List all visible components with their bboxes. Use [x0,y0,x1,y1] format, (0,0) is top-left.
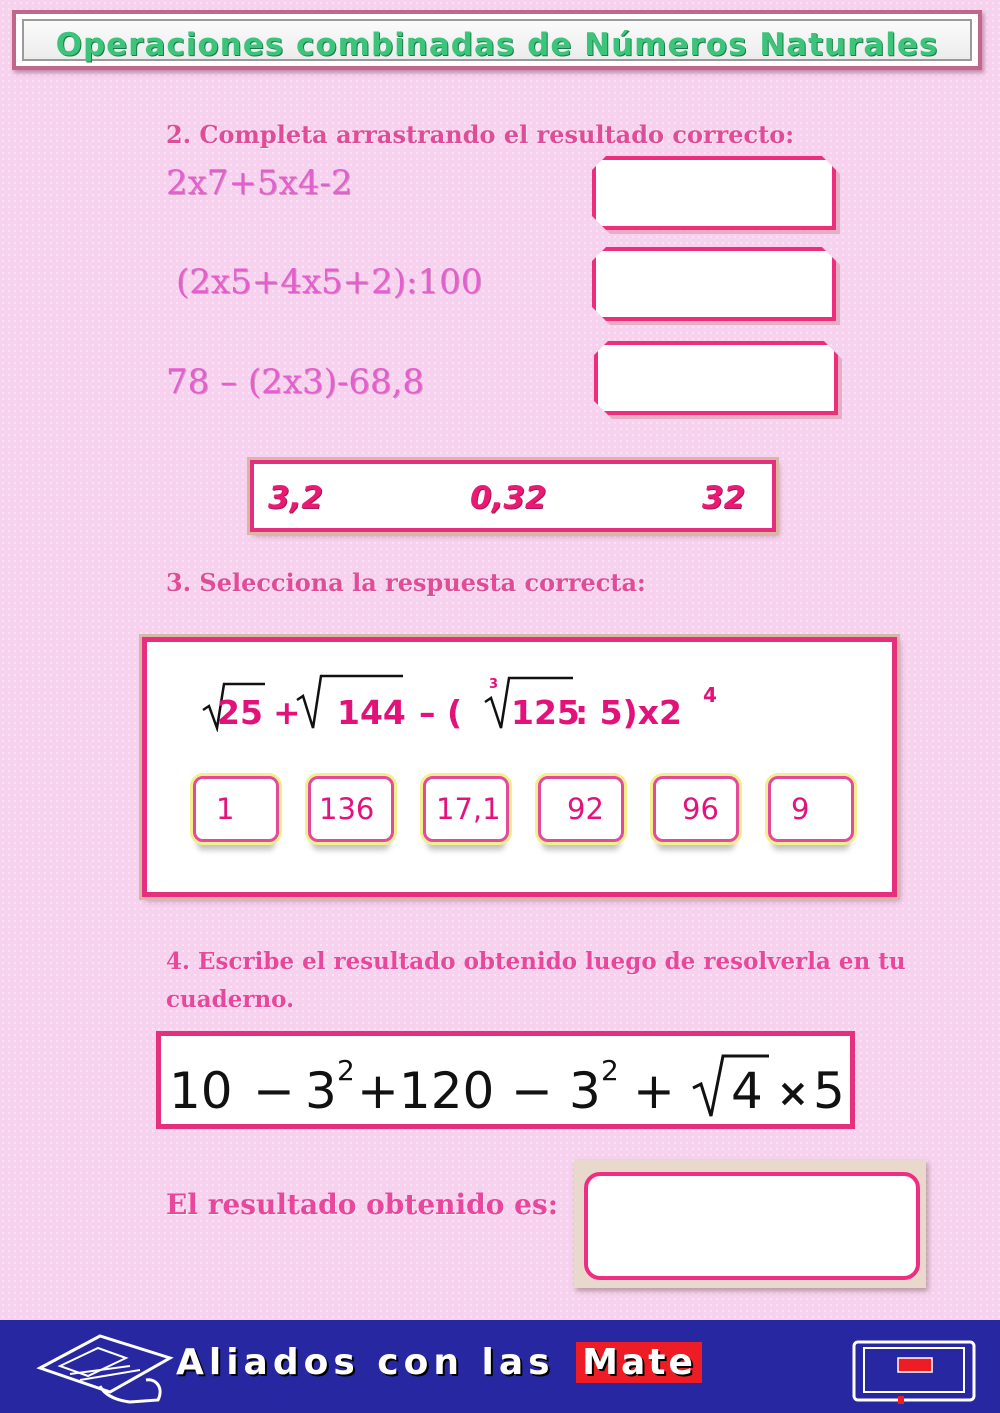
expression-2: (2x5+4x5+2):100 [176,262,483,302]
answer-frame [574,1160,926,1288]
minus-sign-1: − [253,1062,295,1120]
draggable-option[interactable]: 0,32 [470,480,547,516]
plus-sign: + [273,693,301,732]
answer-input[interactable] [584,1172,920,1280]
window-icon [850,1336,980,1406]
choice-option[interactable]: 1 [193,776,279,842]
draggable-option[interactable]: 32 [702,480,746,516]
draggable-option[interactable]: 3,2 [268,480,323,516]
base-3a: 3 [305,1062,337,1120]
title-inner-frame [22,19,972,61]
calculator-hand-icon [30,1328,180,1408]
footer-banner [0,1320,1000,1413]
term-10: 10 [169,1062,233,1120]
cube-index: 3 [489,677,499,692]
radicand-3: 125 [511,693,580,732]
expression-3: 78 – (2x3)-68,8 [166,362,425,402]
base-3b: 3 [569,1062,601,1120]
exponent: 4 [703,683,717,707]
result-label: El resultado obtenido es: [166,1188,559,1221]
title-banner [12,10,982,70]
choice-option[interactable]: 96 [653,776,739,842]
power-root-expression [165,1042,855,1122]
drop-box-3[interactable] [594,341,838,415]
term-5: 5 [813,1062,845,1120]
footer-highlight: Mate [576,1342,702,1383]
term-plus-120: +120 [357,1062,495,1120]
exponent-2a: 2 [337,1054,355,1087]
choice-option[interactable]: 9 [768,776,854,842]
exponent-2b: 2 [601,1054,619,1087]
minus-paren: – ( [419,693,463,732]
footer-text: Aliados con las [176,1342,555,1383]
section3-instruction: 3. Selecciona la respuesta correcta: [166,568,646,597]
expression-tail: : 5)x2 [575,693,682,732]
radical-expression [197,672,757,732]
page-title: Operaciones combinadas de Números Naturales [55,27,939,63]
question4-expression-box [156,1031,855,1129]
question3-box [142,637,897,897]
minus-sign-2: − [511,1062,553,1120]
choice-option[interactable]: 92 [538,776,624,842]
footer-brand [176,1342,702,1383]
choice-option[interactable]: 17,1 [423,776,509,842]
plus-sign-2: + [633,1062,675,1120]
radicand-2: 144 [337,693,406,732]
radicand-4: 4 [731,1062,763,1120]
drop-box-2[interactable] [592,247,836,321]
times-sign: × [777,1071,809,1115]
drop-box-1[interactable] [592,156,836,230]
section2-instruction: 2. Completa arrastrando el resultado correcto: [166,120,795,149]
options-bank [250,460,776,532]
expression-1: 2x7+5x4-2 [166,163,353,203]
choice-option[interactable]: 136 [308,776,394,842]
radicand-1: 25 [217,693,263,732]
section4-instruction-line2: cuaderno. [166,986,295,1013]
section4-instruction-line1: 4. Escribe el resultado obtenido luego de resolverla en tu [166,948,906,975]
